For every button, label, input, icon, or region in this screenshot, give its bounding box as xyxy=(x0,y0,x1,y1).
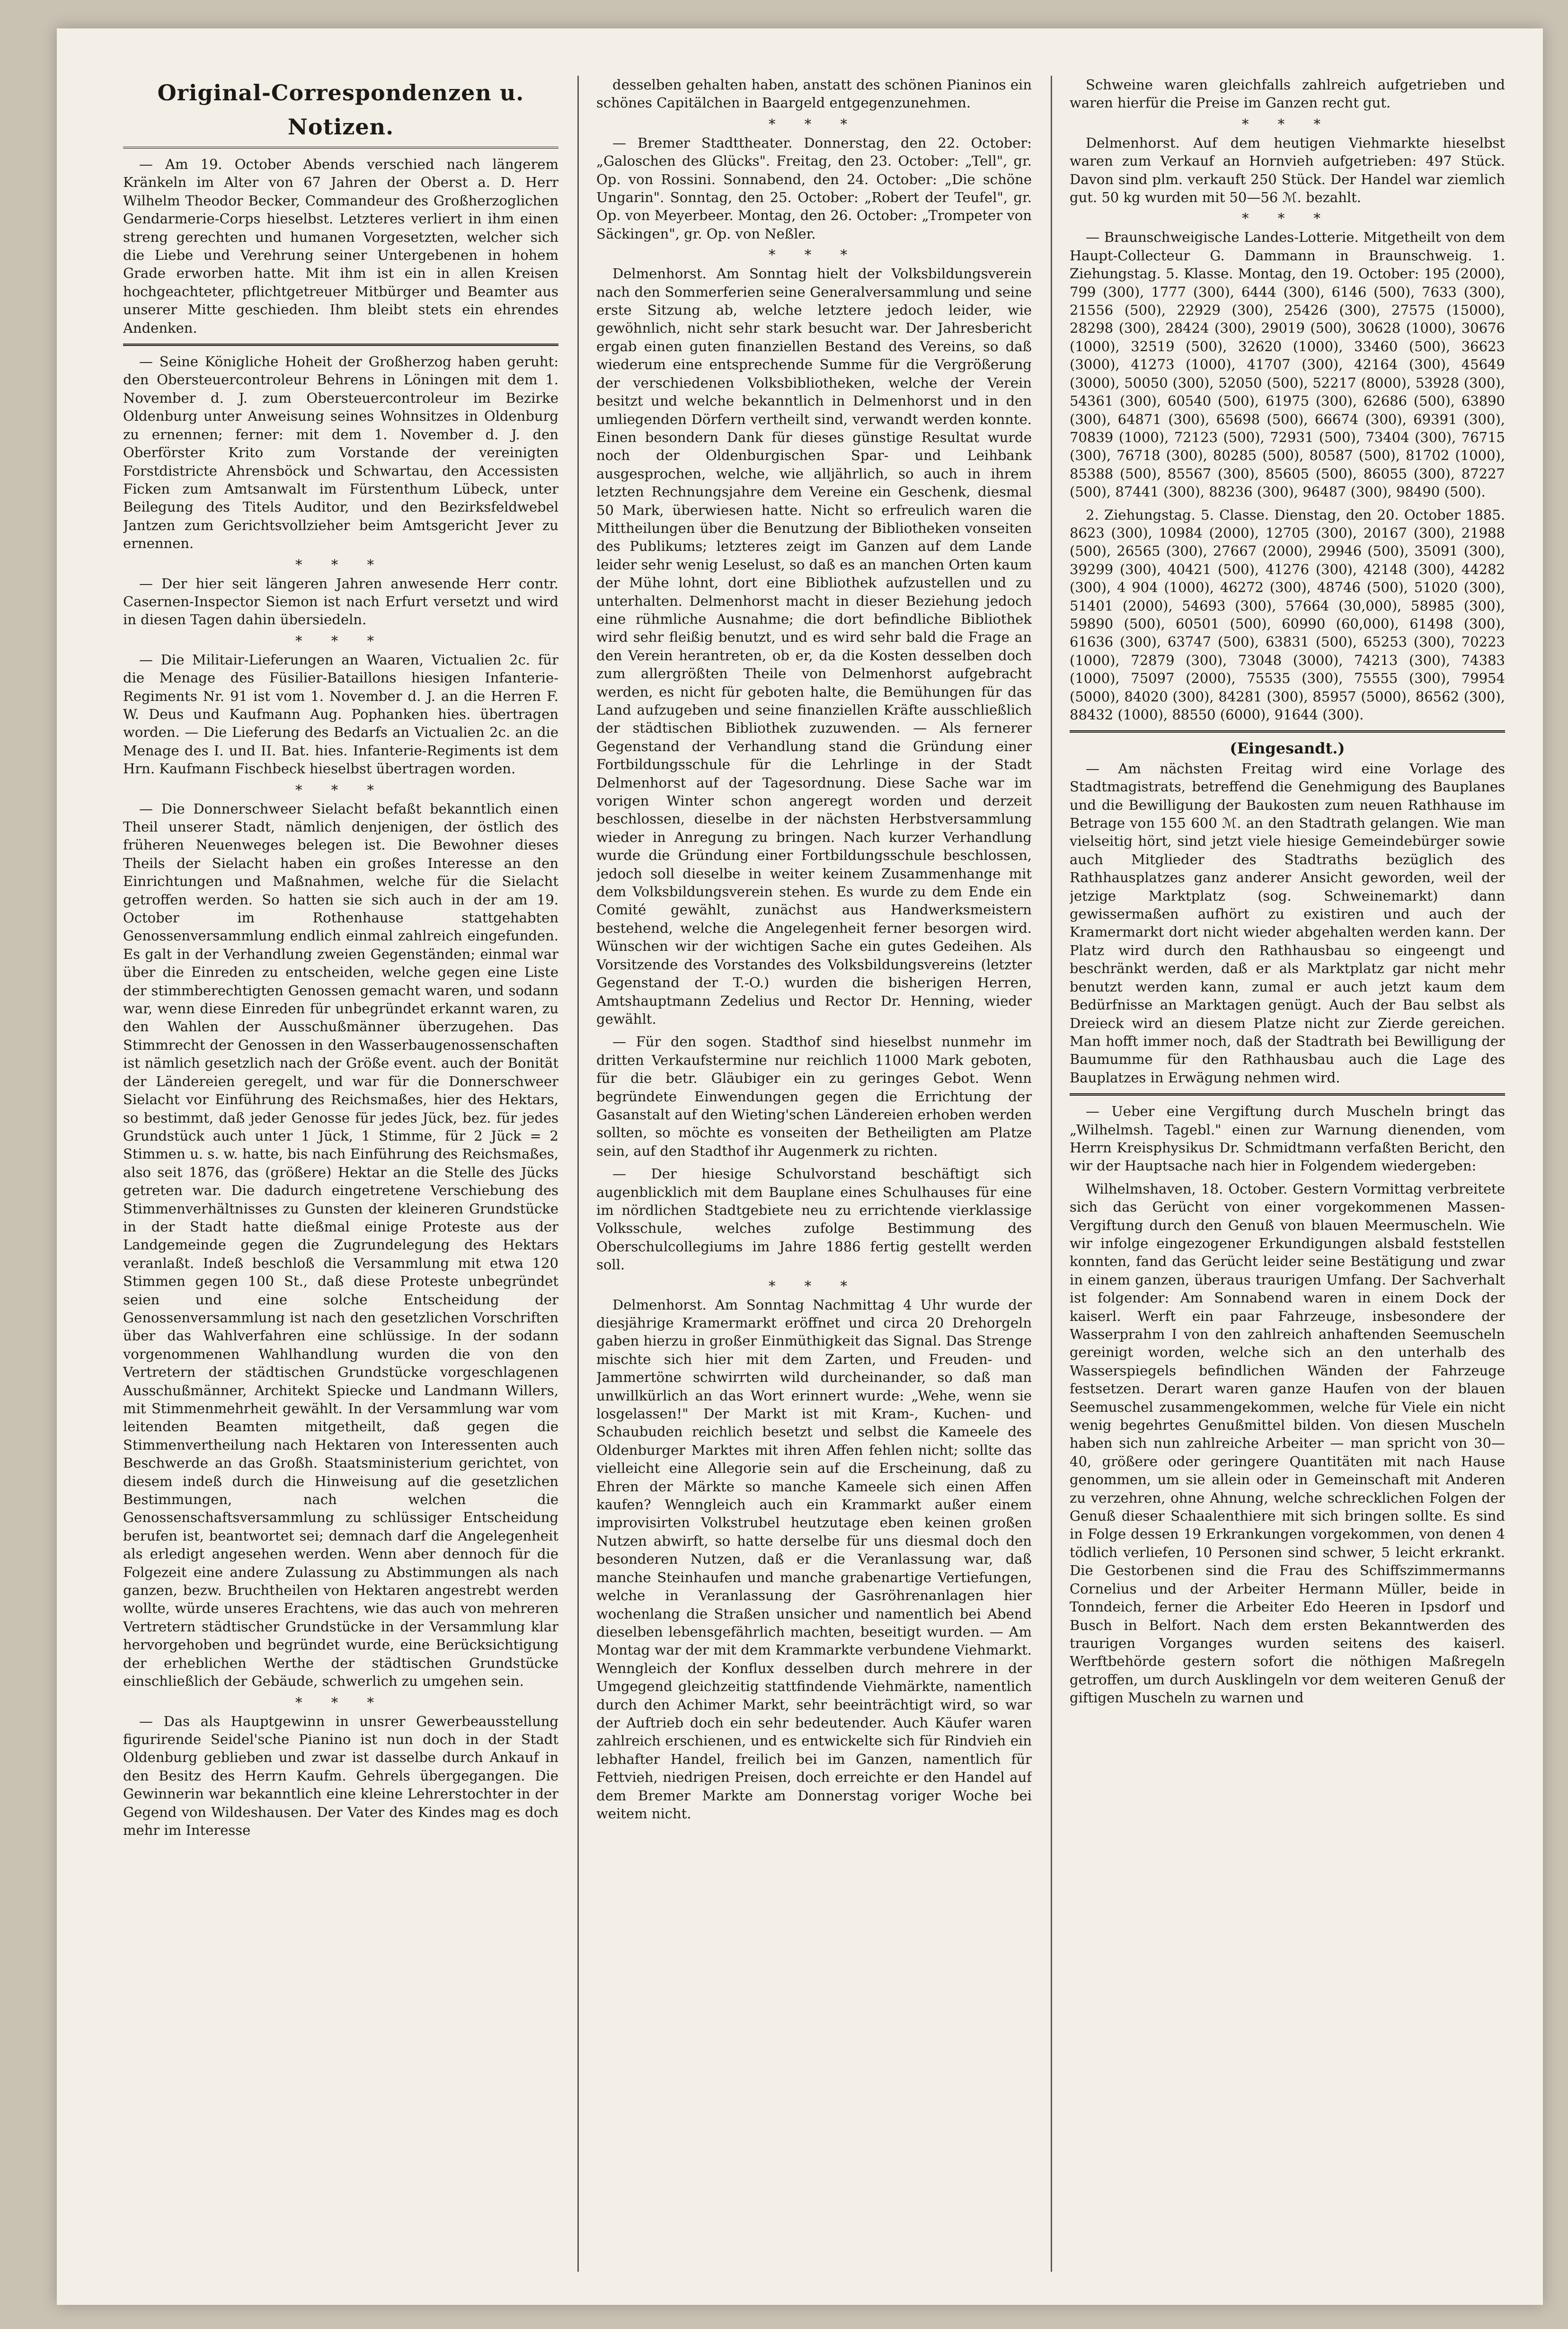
column-rule xyxy=(577,76,579,2272)
columns xyxy=(123,76,1505,2272)
article-muschel-vergiftung: — Ueber eine Vergiftung durch Muscheln bringt das „Wilhelmsh. Tagebl." einen zur Warnung dienenden, vom Herrn Kreisphysikus Dr. Schmidtmann verfaßten Bericht, den wir der Hauptsache nach hier in Folgendem wiedergeben: xyxy=(1070,1103,1505,1174)
section-heading: Original-Correspondenzen u. Notizen. xyxy=(123,76,558,149)
article-wilhelmshaven-report: Wilhelmshaven, 18. October. Gestern Vormittag verbreitete sich das Gerücht von einer vorgekommenen Massen-Vergiftung durch den Genuß von blauen Meermuscheln. Wie wir infolge eingezogener Erkundigungen alsbald feststellen konnten, fand das Gerücht leider seine Bestätigung und zwar in einem ganzen, überaus traurigen Umfang. Der Sachverhalt ist folgender: Am Sonnabend waren in einem Dock der kaiserl. Werft ein paar Fahrzeuge, insbesondere der Wasserprahm I von den zahlreich anhaftenden Seemuscheln gereinigt worden, welche sich an den unterhalb des Wasserspiegels befindlichen Wänden der Fahrzeuge festsetzen. Derart waren ganze Haufen von der blauen Seemuschel zusammengekommen, welche für Viele ein nicht wenig begehrtes Genußmittel bilden. Von diesen Muscheln haben sich nun zahlreiche Arbeiter — man spricht von 30—40, größere oder geringere Quantitäten mit nach Hause genommen, um sie allein oder in Gemeinschaft mit Anderen zu verzehren, ohne Ahnung, welche schrecklichen Folgen der Genuß dieser Schaalenthiere mit sich bringen sollte. Es sind in Folge dessen 19 Erkrankungen vorgekommen, von denen 4 tödlich verliefen, 10 Personen sind schwer, 5 leicht erkrankt. Die Gestorbenen sind die Frau des Schiffszimmermanns Cornelius und der Arbeiter Hermann Müller, beide in Tonndeich, ferner die Arbeiter Edo Heeren in Ipsdorf und Busch in Belfort. Nach dem ersten Bekanntwerden des traurigen Vorganges wurden seitens des kaiserl. Werftbehörde gestern sofort die nöthigen Maßregeln getroffen, um durch Ausklingeln vor dem weiteren Genuß der giftigen Muscheln zu warnen und xyxy=(1070,1180,1505,1706)
asterism: * * * xyxy=(295,781,386,798)
double-rule xyxy=(1070,730,1505,733)
newspaper-page xyxy=(57,28,1543,2305)
column-rule xyxy=(1051,76,1052,2272)
asterism: * * * xyxy=(769,115,859,132)
article-siemon-transfer: — Der hier seit längeren Jahren anwesende Herr contr. Casernen-Inspector Siemon ist nach Erfurt versetzt und wird in diesen Tagen dahin übersiedeln. xyxy=(123,575,558,628)
article-lotterie-day1: — Braunschweigische Landes-Lotterie. Mitgetheilt von dem Haupt-Collecteur G. Dammann in Braunschweig. 1. Ziehungstag. 5. Klasse. Montag, den 19. October: 195 (2000), 799 (300), 1777 (300), 6444 (300), 6146 (500), 7633 (300), 21556 (500), 22929 (300), 25426 (300), 27575 (15000), 28298 (300), 28424 (300), 29019 (500), 30628 (1000), 30676 (1000), 32519 (500), 32620 (1000), 33460 (500), 36623 (3000), 41273 (1000), 41707 (300), 42164 (300), 45649 (3000), 50050 (300), 52050 (500), 52217 (8000), 53928 (300), 54361 (300), 60540 (500), 61975 (300), 62686 (500), 63890 (300), 64871 (300), 65698 (500), 66674 (300), 69391 (300), 70839 (1000), 72123 (500), 72931 (500), 73404 (300), 76715 (300), 76718 (300), 80285 (500), 80587 (500), 81702 (1000), 85388 (500), 85567 (300), 85605 (500), 86055 (300), 87227 (500), 87441 (300), 88236 (300), 96487 (300), 98490 (500). xyxy=(1070,229,1505,500)
column-right xyxy=(1070,76,1505,2272)
asterism: * * * xyxy=(769,247,859,263)
asterism: * * * xyxy=(1242,210,1333,227)
article-lotterie-day2: 2. Ziehungstag. 5. Classe. Dienstag, den 20. October 1885. 8623 (300), 10984 (2000), 12705 (300), 20167 (300), 21988 (500), 26565 (300), 27667 (2000), 29946 (500), 35091 (300), 39299 (300), 40421 (500), 41276 (300), 42148 (300), 44282 (300), 4 904 (1000), 46272 (300), 48746 (500), 51020 (300), 51401 (2000), 54693 (300), 57664 (30,000), 58985 (300), 59890 (500), 60501 (500), 60990 (60,000), 61498 (300), 61636 (300), 63747 (500), 63831 (500), 65253 (300), 70223 (1000), 72879 (300), 73048 (3000), 74213 (300), 74383 (1000), 75097 (2000), 75535 (300), 75555 (300), 79954 (5000), 84020 (300), 84281 (300), 85957 (5000), 86562 (300), 88432 (1000), 88550 (6000), 91644 (300). xyxy=(1070,506,1505,723)
eingesandt-heading: (Eingesandt.) xyxy=(1230,739,1345,758)
asterism: * * * xyxy=(769,1277,859,1294)
article-delmenhorst-viehmarkt: Delmenhorst. Auf dem heutigen Viehmarkte hieselbst waren zum Verkauf an Hornvieh aufgetrieben: 497 Stück. Davon sind plm. verkauft 250 Stück. Der Handel war ziemlich gut. 50 kg wurden mit 50—56 ℳ. bezahlt. xyxy=(1070,134,1505,206)
article-delmenhorst-kramermarkt: Delmenhorst. Am Sonntag Nachmittag 4 Uhr wurde der diesjährige Kramermarkt eröffnet und circa 20 Drehorgeln gaben hierzu in großer Einmüthigkeit das Signal. Das Strenge mischte sich hier mit dem Zarten, und Freuden- und Jammertöne schwirrten wild durcheinander, so daß man unwillkürlich an das Wort erinnert wurde: „Wehe, wenn sie losgelassen!" Der Markt ist mit Kram-, Kuchen- und Schaubuden reichlich besetzt und selbst die Kameele des Oldenburger Marktes mit ihren Affen fehlen nicht; sollte das vielleicht eine Allegorie sein auf die Erscheinung, daß zu Ehren der Märkte so manche Kameele sich einen Affen kaufen? Wenngleich auch ein Krammarkt außer einem improvisirten Volkstrubel heutzutage eben keinen großen Nutzen abwirft, so hatte derselbe für uns diesmal doch den besonderen Nutzen, daß er die Veranlassung war, daß manche Steinhaufen und manche grabenartige Vertiefungen, welche in Veranlassung der Gasröhrenanlagen hier wochenlang die Straßen unsicher und namentlich bei Abend dieselben lebensgefährlich machten, beseitigt wurden. — Am Montag war der mit dem Krammarkte verbundene Viehmarkt. Wenngleich der Konflux desselben durch mehrere in der Umgegend gleichzeitig stattfindende Viehmärkte, namentlich durch den Achimer Markt, sehr beeinträchtigt wird, so war der Auftrieb doch ein sehr bedeutender. Auch Käufer waren zahlreich erschienen, und es entwickelte sich für Rindvieh ein lebhafter Handel, freilich bei im Ganzen, namentlich für Fettvieh, niedrigen Preisen, doch erreichte er den Handel auf dem Bremer Markte am Donnerstag voriger Woche bei weitem nicht. xyxy=(596,1296,1032,1822)
asterism: * * * xyxy=(295,632,386,649)
double-rule xyxy=(1070,1093,1505,1096)
article-delmenhorst-volksbildungsverein: Delmenhorst. Am Sonntag hielt der Volksbildungsverein nach den Sommerferien seine Generalversammlung und seine erste Sitzung ab, welche letztere jedoch leider, wie gewöhnlich, nicht sehr stark besucht war. Der Jahresbericht ergab einen guten finanziellen Bestand des Vereins, so daß wiederum eine entsprechende Summe für die Vergrößerung der verschiedenen Volksbibliotheken, welche der Verein besitzt und welche bekanntlich in Delmenhorst und in den umliegenden Dörfern vertheilt sind, verwandt werden konnte. Einen besondern Dank für dieses günstige Resultat wurde noch der Oldenburgischen Spar- und Leihbank ausgesprochen, welche, wie alljährlich, so auch in ihrem letzten Rechnungsjahre dem Vereine ein Geschenk, diesmal 50 Mark, überwiesen hatte. Nicht so erfreulich waren die Mittheilungen über die Benutzung der Bibliotheken vonseiten des Publikums; letzteres zeigt im Ganzen auf dem Lande leider sehr wenig Leselust, so daß es an manchen Orten kaum der Mühe lohnt, dort eine Bibliothek aufzustellen und zu unterhalten. Delmenhorst macht in dieser Beziehung jedoch eine rühmliche Ausnahme; die dort befindliche Bibliothek wird sehr fleißig benutzt, und es wird sehr bald die Frage an den Verein herantreten, ob er, da die Kosten desselben doch zum allergrößten Theile von Delmenhorst aufgebracht werden, es nicht für geboten halte, die Bemühungen für das Land aufzugeben und seine finanziellen Kräfte ausschließlich der städtischen Bibliothek zuzuwenden. — Als fernerer Gegenstand der Verhandlung stand die Gründung einer Fortbildungsschule für die Lehrlinge in der Stadt Delmenhorst auf der Tagesordnung. Diese Sache war im vorigen Winter schon angeregt worden und derzeit beschlossen, dieselbe in der nächsten Herbstversammlung wieder in Anregung zu bringen. Nach kurzer Verhandlung wurde die Gründung einer Fortbildungsschule beschlossen, jedoch soll dieselbe in weiter keinem Zusammenhange mit dem Volksbildungsverein stehen. Es wurde zu dem Ende ein Comité gewählt, zunächst aus Handwerksmeistern bestehend, welche die Angelegenheit ferner besorgen wird. Wünschen wir der wichtigen Sache ein gutes Gedeihen. Als Vorsitzende des Vorstandes des Volksbildungsvereins (letzter Gegenstand der T.-O.) wurden die bisherigen Herren, Amtshauptmann Zedelius und Rector Dr. Henning, wieder gewählt. xyxy=(596,266,1032,1027)
article-schulvorstand: — Der hiesige Schulvorstand beschäftigt sich augenblicklich mit dem Bauplane eines Schulhauses für eine im nördlichen Stadtgebiete neu zu errichtende vierklassige Volksschule, welches zufolge Bestimmung des Oberschulcollegiums im Jahre 1886 fertig gestellt werden soll. xyxy=(596,1166,1032,1273)
article-stadthof: — Für den sogen. Stadthof sind hieselbst nunmehr im dritten Verkaufstermine nur reichlich 11000 Mark geboten, für die betr. Gläubiger ein zu geringes Gebot. Wenn begründete Einwendungen gegen die Errichtung der Gasanstalt auf den Wieting'schen Ländereien erhoben werden sollten, so möchte es vonseiten der Betheiligten am Platze sein, auf den Stadthof ihr Augenmerk zu richten. xyxy=(596,1034,1032,1159)
asterism: * * * xyxy=(295,556,386,573)
article-rathhaus: — Am nächsten Freitag wird eine Vorlage des Stadtmagistrats, betreffend die Genehmigung des Bauplanes und die Bewilligung der Baukosten zum neuen Rathhause im Betrage von 155 600 ℳ. an den Stadtrath gelangen. Wie man vielseitig hört, sind jetzt viele hiesige Gemeindebürger sowie auch Mitglieder des Stadtraths bezüglich des Rathhausplatzes ganz anderer Ansicht geworden, weil der jetzige Marktplatz (sog. Schweinemarkt) dann gewissermaßen aufhört zu existiren und auch der Kramermarkt dort nicht wieder abgehalten werden kann. Der Platz wird durch den Rathhausbau so eingeengt und beschränkt werden, daß er als Marktplatz gar nicht mehr benutzt werden kann, zumal er auch jetzt kaum dem Bedürfnisse an Marktagen genügt. Auch der Bau selbst als Dreieck wird an diesem Platze nicht zur Zierde gereichen. Man hofft immer noch, daß der Stadtrath bei Bewilligung der Baumumme für den Rathhausbau auch die Lage des Bauplatzes in Erwägung nehmen wird. xyxy=(1070,760,1505,1086)
article-donnerschweer-sielacht: — Die Donnerschweer Sielacht befaßt bekanntlich einen Theil unserer Stadt, nämlich denjenigen, der östlich des früheren Neuenweges belegen ist. Die Bewohner dieses Theils der Sielacht haben ein großes Interesse an den Einrichtungen und Maßnahmen, welche für die Sielacht getroffen werden. So hatten sie sich auch in der am 19. October im Rothenhause stattgehabten Genossenversammlung endlich einmal zahlreich eingefunden. Es galt in der Verhandlung zweien Gegenständen; einmal war über die Einreden zu entscheiden, welche gegen eine Liste der stimmberechtigten Genossen gemacht waren, und sodann war, wenn diese Einreden für unbegründet erkannt waren, zu den Wahlen der Ausschußmänner überzugehen. Das Stimmrecht der Genossen in den Wasserbaugenossenschaften ist nämlich gesetzlich nach der Größe event. auch der Bonität der Ländereien geregelt, und war für die Donnerschweer Sielacht vor Einführung des Reichsmaßes, hier des Hektars, so bestimmt, daß jeder Genosse für jedes Jück, bez. für jedes Grundstück auch unter 1 Jück, 1 Stimme, für 2 Jück = 2 Stimmen u. s. w. hatte, bis nach Einführung des Reichsmaßes, also seit 1876, das (größere) Hektar an die Stelle des Jücks getreten war. Die dadurch eingetretene Verschiebung des Stimmenverhältnisses zu Gunsten der kleineren Grundstücke in der Stadt hatte dießmal einige Proteste aus der Landgemeinde gegen die Zugrundelegung des Hektars veranlaßt. Indeß beschloß die Versammlung mit etwa 120 Stimmen gegen 100 St., daß diese Proteste unbegründet seien und eine solche Entscheidung der Genossenversammlung ist nach den gesetzlichen Vorschriften über das Wahlverfahren eine schlüssige. In der sodann vorgenommenen Wahlhandlung wurden die von den Vertretern der städtischen Grundstücke vorgeschlagenen Ausschußmänner, Architekt Spiecke und Landmann Willers, mit Stimmenmehrheit gewählt. In der Versammlung war vom leitenden Beamten mitgetheilt, daß gegen die Stimmenvertheilung nach Hektaren von Interessenten auch Beschwerde an das Großh. Staatsministerium gerichtet, von diesem indeß durch die Hinweisung auf die gesetzlichen Bestimmungen, nach welchen die Genossenschaftsversammlung zu schlüssiger Entscheidung berufen ist, beantwortet sei; demnach darf die Angelegenheit als erledigt angesehen werden. Wenn aber dennoch für die Folgezeit eine andere Zulassung zu Abstimmungen als nach ganzen, bezw. Bruchtheilen von Hektaren angestrebt werden wollte, würde unseres Erachtens, wie das auch von mehreren Vertretern städtischer Grundstücke in der Versammlung klar hervorgehoben und begründet wurde, eine Berücksichtigung der erheblichen Werthe der städtischen Grundstücke einschließlich der Gebäude, schwerlich zu umgehen sein. xyxy=(123,800,558,1690)
article-pianino-continued: desselben gehalten haben, anstatt des schönen Pianinos ein schönes Capitälchen in Baargeld entgegenzunehmen. xyxy=(596,77,1032,111)
article-schweine: Schweine waren gleichfalls zahlreich aufgetrieben und waren hierfür die Preise im Ganzen recht gut. xyxy=(1070,77,1505,111)
article-grossherzog-appointments: — Seine Königliche Hoheit der Großherzog haben geruht: den Obersteuercontroleur Behrens in Löningen mit dem 1. November d. J. zum Obersteuercontroleur im Bezirke Oldenburg unter Anweisung seines Wohnsitzes in Oldenburg zu ernennen; ferner: mit dem 1. November d. J. den Oberförster Krito zum Vorstande der vereinigten Forstdistricte Ahrensböck und Schwartau, den Accessisten Ficken zum Amtsanwalt im Fürstenthum Lübeck, unter Beilegung des Titels Auditor, und den Bezirksfeldwebel Jantzen zum Gerichtsvollzieher beim Amtsgericht Jever zu ernennen. xyxy=(123,354,558,552)
article-military-supplies: — Die Militair-Lieferungen an Waaren, Victualien 2c. für die Menage des Füsilier-Bataillons hiesigen Infanterie-Regiments Nr. 91 ist vom 1. November d. J. an die Herren F. W. Deus und Kaufmann Aug. Pophanken hies. übertragen worden. — Die Lieferung des Bedarfs an Victualien 2c. an die Menage des I. und II. Bat. hies. Infanterie-Regiments ist dem Hrn. Kaufmann Fischbeck hieselbst übertragen worden. xyxy=(123,651,558,777)
asterism: * * * xyxy=(295,1694,386,1710)
column-left xyxy=(123,76,558,2272)
double-rule xyxy=(123,344,558,346)
article-obituary-becker: — Am 19. October Abends verschied nach längerem Kränkeln im Alter von 67 Jahren der Oberst a. D. Herr Wilhelm Theodor Becker, Commandeur des Großherzoglichen Gendarmerie-Corps hieselbst. Letzteres verliert in ihm einen streng gerechten und humanen Vorgesetzten, welcher sich die Liebe und Verehrung seiner Untergebenen in hohem Grade erworben hatte. Mit ihm ist ein in allen Kreisen hochgeachteter, pflichtgetreuer Mitbürger und Beamter aus unserer Mitte geschieden. Ihm bleibt stets ein ehrendes Andenken. xyxy=(123,156,558,336)
article-bremer-stadttheater: — Bremer Stadttheater. Donnerstag, den 22. October: „Galoschen des Glücks". Freitag, den 23. October: „Tell", gr. Op. von Rossini. Sonnabend, den 24. October: „Die schöne Ungarin". Sonntag, den 25. October: „Robert der Teufel", gr. Op. von Meyerbeer. Montag, den 26. October: „Trompeter von Säckingen", gr. Op. von Neßler. xyxy=(596,134,1032,242)
asterism: * * * xyxy=(1242,115,1333,132)
column-middle xyxy=(596,76,1032,2272)
article-hauptgewinn-pianino: — Das als Hauptgewinn in unsrer Gewerbeausstellung figurirende Seidel'sche Pianino ist nun doch in der Stadt Oldenburg geblieben und zwar ist dasselbe durch Ankauf in den Besitz des Herrn Kaufm. Gehrels übergegangen. Die Gewinnerin war bekanntlich eine kleine Lehrerstochter in der Gegend von Wildeshausen. Der Vater des Kindes mag es doch mehr im Interesse xyxy=(123,1713,558,1838)
